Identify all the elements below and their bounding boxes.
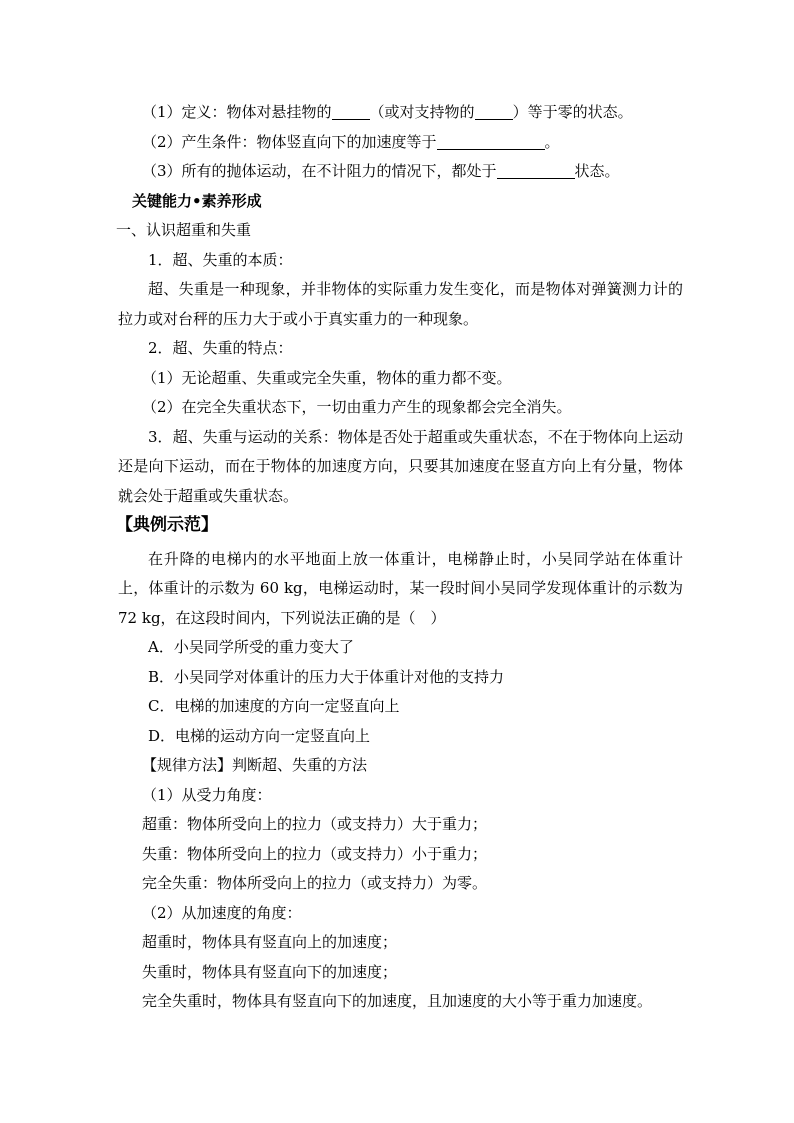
item2-point-b: （2）在完全失重状态下，一切由重力产生的现象都会完全消失。	[142, 398, 572, 416]
method-force-complete: 完全失重：物体所受向上的拉力（或支持力）为零。	[142, 874, 488, 892]
option-d: D．电梯的运动方向一定竖直向上	[148, 726, 371, 745]
method-accel-title: （2）从加速度的角度：	[142, 903, 302, 922]
projectile-text-2: 状态。	[574, 162, 620, 180]
option-b: B．小吴同学对体重计的压力大于体重计对他的支持力	[148, 667, 505, 686]
projectile-line	[118, 157, 683, 187]
method-force-weightless: 失重：物体所受向上的拉力（或支持力）小于重力；	[142, 844, 488, 863]
condition-line	[118, 128, 683, 158]
definition-line	[118, 98, 683, 128]
blank-4	[497, 162, 575, 179]
method-force-title: （1）从受力角度：	[142, 785, 272, 804]
method-accel-weightless: 失重时，物体具有竖直向下的加速度；	[142, 962, 398, 981]
condition-text-2: 。	[544, 132, 560, 151]
section-title: 关键能力•素养形成	[132, 191, 262, 210]
blank-2	[475, 103, 513, 120]
blank-3	[437, 133, 545, 150]
example-heading: 【典例示范】	[116, 515, 218, 535]
method-heading: 【规律方法】判断超、失重的方法	[142, 756, 368, 774]
item1-text: 超、失重是一种现象，并非物体的实际重力发生变化，而是物体对弹簧测力计的拉力或对台秤的压力大于或小于真实重力的一种现象。	[118, 280, 683, 328]
blank-1	[332, 103, 370, 120]
item1-title: 1．超、失重的本质：	[148, 250, 293, 269]
definition-text-3: ）等于零的状态。	[512, 103, 633, 121]
document-page	[118, 98, 683, 1017]
definition-text-1: （1）定义：物体对悬挂物的	[142, 103, 332, 121]
projectile-text-1: （3）所有的抛体运动，在不计阻力的情况下，都处于	[142, 162, 497, 180]
condition-text-1: （2）产生条件：物体竖直向下的加速度等于	[142, 132, 437, 151]
question-text: 在升降的电梯内的水平地面上放一体重计，电梯静止时，小吴同学站在体重计上，体重计的示数为 60 kg，电梯运动时，某一段时间小吴同学发现体重计的示数为 72 kg，在这段时间内，下列说法正确的是（ ）	[118, 549, 683, 627]
item3-text: 3．超、失重与运动的关系：物体是否处于超重或失重状态，不在于物体向上运动还是向下运动，而在于物体的加速度方向，只要其加速度在竖直方向上有分量，物体就会处于超重或失重状态。	[118, 427, 683, 505]
method-force-overweight: 超重：物体所受向上的拉力（或支持力）大于重力；	[142, 815, 488, 833]
option-a: A．小吴同学所受的重力变大了	[148, 638, 354, 656]
item2-point-a: （1）无论超重、失重或完全失重，物体的重力都不变。	[142, 368, 512, 387]
option-c: C．电梯的加速度的方向一定竖直向上	[148, 697, 400, 715]
definition-text-2: （或对支持物的	[369, 103, 475, 121]
method-accel-overweight: 超重时，物体具有竖直向上的加速度；	[142, 933, 398, 951]
method-accel-complete: 完全失重时，物体具有竖直向下的加速度，且加速度的大小等于重力加速度。	[142, 992, 653, 1010]
item2-title: 2．超、失重的特点：	[148, 339, 293, 357]
sub-title: 一、认识超重和失重	[116, 221, 252, 239]
